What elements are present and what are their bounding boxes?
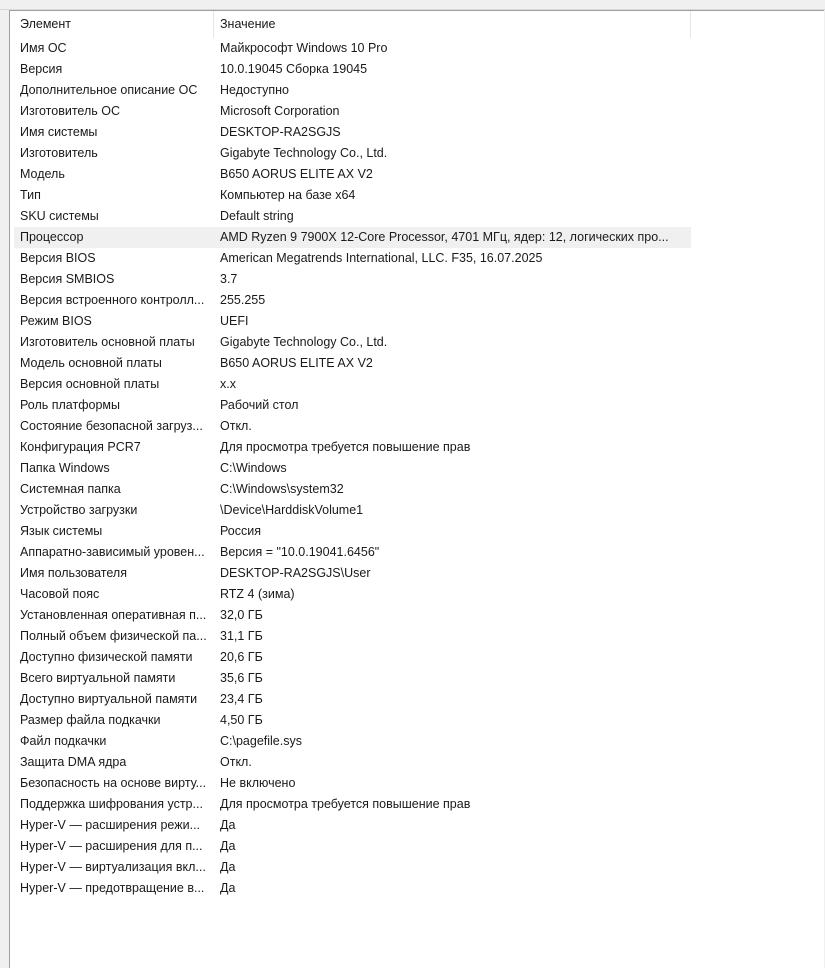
list-item[interactable] — [14, 416, 691, 437]
list-item[interactable] — [14, 647, 691, 668]
item-value-cell: Gigabyte Technology Co., Ltd. — [220, 335, 388, 349]
item-element-cell: Конфигурация PCR7 — [20, 440, 141, 454]
item-value-cell: Майкрософт Windows 10 Pro — [220, 41, 388, 55]
item-element-cell: Часовой пояс — [20, 587, 100, 601]
item-value-cell: B650 AORUS ELITE AX V2 — [220, 356, 373, 370]
item-element-cell: Версия основной платы — [20, 377, 160, 391]
item-element-cell: Версия встроенного контролл... — [20, 293, 205, 307]
list-item[interactable] — [14, 437, 691, 458]
item-element-cell: Файл подкачки — [20, 734, 107, 748]
item-value-cell: AMD Ryzen 9 7900X 12-Core Processor, 4701 МГц, ядер: 12, логических про... — [220, 230, 669, 244]
item-element-cell: Безопасность на основе вирту... — [20, 776, 207, 790]
list-item[interactable] — [14, 101, 691, 122]
item-element-cell: Hyper-V — виртуализация вкл... — [20, 860, 206, 874]
item-element-cell: Поддержка шифрования устр... — [20, 797, 203, 811]
item-value-cell: Gigabyte Technology Co., Ltd. — [220, 146, 388, 160]
list-item[interactable] — [14, 542, 691, 563]
list-item[interactable] — [14, 500, 691, 521]
item-element-cell: Версия BIOS — [20, 251, 96, 265]
item-value-cell: Версия = "10.0.19041.6456" — [220, 545, 380, 559]
item-value-cell: American Megatrends International, LLC. F35, 16.07.2025 — [220, 251, 543, 265]
item-value-cell: Да — [220, 860, 236, 874]
list-item[interactable] — [14, 752, 691, 773]
item-element-cell: Модель основной платы — [20, 356, 162, 370]
item-element-cell: Hyper-V — расширения для п... — [20, 839, 203, 853]
item-element-cell: Имя системы — [20, 125, 98, 139]
list-item[interactable] — [14, 290, 691, 311]
item-element-cell: Изготовитель — [20, 146, 98, 160]
item-element-cell: SKU системы — [20, 209, 99, 223]
item-value-cell: Default string — [220, 209, 294, 223]
item-element-cell: Hyper-V — предотвращение в... — [20, 881, 205, 895]
list-item[interactable] — [14, 773, 691, 794]
list-item[interactable] — [14, 794, 691, 815]
list-item[interactable] — [14, 332, 691, 353]
item-value-cell: DESKTOP-RA2SGJS\User — [220, 566, 371, 580]
list-item[interactable] — [14, 311, 691, 332]
list-item[interactable] — [14, 227, 691, 248]
item-element-cell: Имя ОС — [20, 41, 67, 55]
item-value-cell: 10.0.19045 Сборка 19045 — [220, 62, 368, 76]
item-element-cell: Состояние безопасной загруз... — [20, 419, 203, 433]
item-value-cell: Россия — [220, 524, 261, 538]
column-header-value[interactable]: Значение — [214, 11, 691, 38]
list-item[interactable] — [14, 38, 691, 59]
item-value-cell: Откл. — [220, 755, 252, 769]
item-value-cell: Для просмотра требуется повышение прав — [220, 797, 471, 811]
item-element-cell: Установленная оперативная п... — [20, 608, 207, 622]
item-element-cell: Системная папка — [20, 482, 121, 496]
item-value-cell: C:\pagefile.sys — [220, 734, 302, 748]
item-value-cell: Рабочий стол — [220, 398, 299, 412]
item-value-cell: Да — [220, 881, 236, 895]
list-item[interactable] — [14, 836, 691, 857]
item-value-cell: DESKTOP-RA2SGJS — [220, 125, 341, 139]
item-value-cell: Не включено — [220, 776, 296, 790]
item-value-cell: Да — [220, 839, 236, 853]
left-border — [0, 10, 9, 968]
item-value-cell: B650 AORUS ELITE AX V2 — [220, 167, 373, 181]
list-item[interactable] — [14, 248, 691, 269]
list-item[interactable] — [14, 80, 691, 101]
item-element-cell: Изготовитель ОС — [20, 104, 120, 118]
list-item[interactable] — [14, 374, 691, 395]
list-item[interactable] — [14, 521, 691, 542]
item-element-cell: Изготовитель основной платы — [20, 335, 195, 349]
item-value-cell: Компьютер на базе x64 — [220, 188, 356, 202]
item-element-cell: Язык системы — [20, 524, 103, 538]
item-element-cell: Защита DMA ядра — [20, 755, 127, 769]
item-element-cell: Роль платформы — [20, 398, 120, 412]
list-item[interactable] — [14, 689, 691, 710]
list-item[interactable] — [14, 731, 691, 752]
item-element-cell: Hyper-V — расширения режи... — [20, 818, 201, 832]
item-value-cell: Недоступно — [220, 83, 289, 97]
item-value-cell: Да — [220, 818, 236, 832]
item-element-cell: Папка Windows — [20, 461, 110, 475]
list-item[interactable] — [14, 206, 691, 227]
item-value-cell: Откл. — [220, 419, 252, 433]
list-item[interactable] — [14, 269, 691, 290]
list-item[interactable] — [14, 59, 691, 80]
item-element-cell: Тип — [20, 188, 41, 202]
list-item[interactable] — [14, 458, 691, 479]
item-value-cell: 4,50 ГБ — [220, 713, 263, 727]
item-value-cell: C:\Windows\system32 — [220, 482, 344, 496]
item-element-cell: Устройство загрузки — [20, 503, 138, 517]
item-value-cell: 23,4 ГБ — [220, 692, 263, 706]
item-element-cell: Версия — [20, 62, 63, 76]
list-item[interactable] — [14, 815, 691, 836]
list-item[interactable] — [14, 710, 691, 731]
item-value-cell: UEFI — [220, 314, 249, 328]
item-element-cell: Всего виртуальной памяти — [20, 671, 176, 685]
list-item[interactable] — [14, 395, 691, 416]
list-item[interactable] — [14, 668, 691, 689]
list-item[interactable] — [14, 605, 691, 626]
column-header-element[interactable]: Элемент — [14, 11, 214, 38]
item-element-cell: Доступно виртуальной памяти — [20, 692, 198, 706]
item-value-cell: Для просмотра требуется повышение прав — [220, 440, 471, 454]
list-item[interactable] — [14, 353, 691, 374]
list-item[interactable] — [14, 164, 691, 185]
list-item[interactable] — [14, 122, 691, 143]
item-element-cell: Режим BIOS — [20, 314, 92, 328]
item-value-cell: 31,1 ГБ — [220, 629, 263, 643]
item-element-cell: Доступно физической памяти — [20, 650, 193, 664]
item-element-cell: Процессор — [20, 230, 84, 244]
item-element-cell: Дополнительное описание ОС — [20, 83, 198, 97]
list-item[interactable] — [14, 857, 691, 878]
list-rows — [14, 38, 824, 899]
list-item[interactable] — [14, 563, 691, 584]
list-header — [14, 11, 824, 38]
list-item[interactable] — [14, 878, 691, 899]
item-value-cell: 255.255 — [220, 293, 266, 307]
item-value-cell: C:\Windows — [220, 461, 287, 475]
item-value-cell: x.x — [220, 377, 236, 391]
list-item[interactable] — [14, 185, 691, 206]
item-element-cell: Версия SMBIOS — [20, 272, 115, 286]
item-element-cell: Полный объем физической па... — [20, 629, 207, 643]
item-value-cell: 20,6 ГБ — [220, 650, 263, 664]
item-value-cell: 35,6 ГБ — [220, 671, 263, 685]
system-summary-list[interactable] — [9, 10, 824, 968]
item-value-cell: RTZ 4 (зима) — [220, 587, 295, 601]
list-item[interactable] — [14, 479, 691, 500]
item-element-cell: Аппаратно-зависимый уровен... — [20, 545, 205, 559]
item-value-cell: 3.7 — [220, 272, 238, 286]
item-element-cell: Размер файла подкачки — [20, 713, 161, 727]
item-value-cell: Microsoft Corporation — [220, 104, 340, 118]
list-item[interactable] — [14, 584, 691, 605]
top-border — [0, 0, 825, 10]
item-value-cell: \Device\HarddiskVolume1 — [220, 503, 364, 517]
list-item[interactable] — [14, 626, 691, 647]
item-element-cell: Модель — [20, 167, 65, 181]
item-element-cell: Имя пользователя — [20, 566, 127, 580]
item-value-cell: 32,0 ГБ — [220, 608, 263, 622]
list-item[interactable] — [14, 143, 691, 164]
